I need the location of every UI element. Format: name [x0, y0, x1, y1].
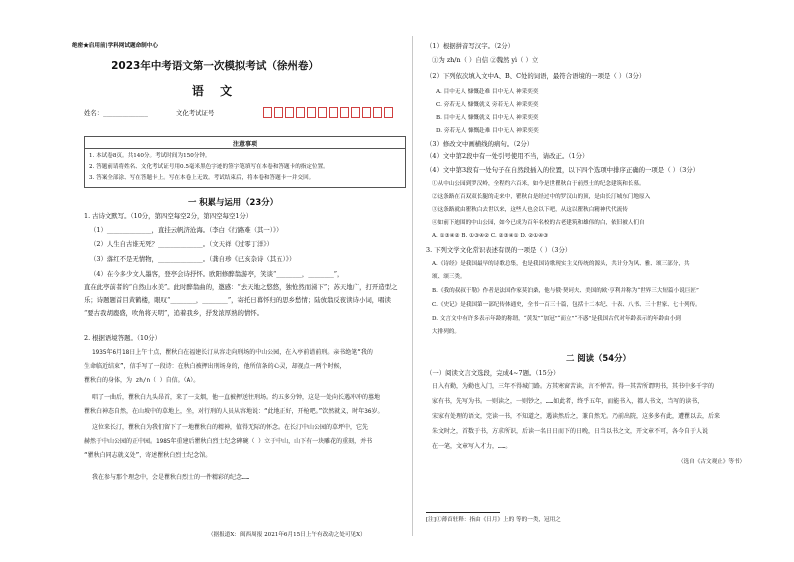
- q1-line: （2）人生自古谁无死？______________。（文天祥《过零丁洋》）: [90, 240, 273, 248]
- r4-item: ④如前下迪围的中山公园，如今已成为百年名校的古老建筑和雄伟的白，依旧被人们自: [432, 220, 645, 226]
- r4-title: （4）文中第3段有一处句子在自然段插入的位置，以下四个选项中排序正确的一项是（ ）（3分）: [426, 166, 700, 174]
- notice-heading: 注意事项: [232, 141, 257, 148]
- secret-label: 绝密★启用前|学科网试题命制中心: [72, 43, 158, 49]
- id-box[interactable]: [340, 107, 349, 118]
- column-divider: [412, 36, 413, 536]
- q2-para: 瞿秋白神态自然，在山坡中的草地上，坐，对行刑的人员从容地说：“此地正好，开枪吧。”饮然就义，时年36岁。: [84, 408, 384, 415]
- read1-title: （一）阅读文言文选段，完成4~7题。（15分）: [426, 369, 560, 377]
- r4-item: ②这条路在百双双长腿的走来中，瞿秋白是经过中的罗汉山的顶，是由长汀城东门地原入: [432, 194, 651, 200]
- q1-line: （3）落红不是无情物，______________。（龚自珍《已亥杂诗（其五）》）: [90, 255, 296, 263]
- notice-box: [84, 136, 406, 188]
- notice-item: 3. 答案全部涂、写在答题卡上。写在本卷上无效。考试结束后，将本卷和答题卡一并交回。: [89, 175, 315, 181]
- id-box[interactable]: [362, 107, 371, 118]
- r2-option: D. 旁若无人 慷慨赴难 目中无人 神采奕奕: [436, 128, 539, 134]
- footnote-rule: [426, 512, 500, 513]
- q2-para: 唱了一曲后，瞿秋白九头昂首，来了一支烟，他一直被押送往刑场。约五多分钟，这是一处向长遇冲冲的墓地: [92, 394, 381, 401]
- id-box[interactable]: [263, 107, 272, 118]
- q2-para: 生命临近结束”，信手写了一段诗：在秋白被押出刑场身的，他所信条的心灵，却视点一两个时候，: [84, 363, 346, 370]
- id-box[interactable]: [329, 107, 338, 118]
- r4-options: A. ①③④② B. ①③④② C. ②③④① D. ②①④③: [432, 233, 549, 239]
- r2-option: C. 旁若无人 慷慨就义 旁若无人 神采奕奕: [436, 102, 539, 108]
- q2-para: 1935年6月18日上午十点，瞿秋白在福建长汀从容走向刑场的中山公园，在入亭前谱前刑。亲书绝笔“我的: [92, 349, 373, 356]
- right-column: [418, 0, 794, 562]
- id-box[interactable]: [351, 107, 360, 118]
- r2-option: B. 目中无人 慷慨就义 目中无人 神采奕奕: [436, 115, 539, 121]
- q2-para: “瞿秋白同志就义处”，寄述瞿秋白烈士纪念馆。: [84, 452, 212, 459]
- id-box[interactable]: [285, 107, 294, 118]
- read1-para: 在一笔，文章写入才力，……。: [432, 443, 512, 450]
- r5-option: 大排列的。: [432, 329, 460, 335]
- q1-line: 乐；诗题题首目黄鹤楼，眼叹“________，________”，寄托日暮怀归的思乡愁情；陆放翁反夜读诗小词，唱读: [84, 296, 391, 304]
- q1-line: 直在此亭前者的“自然山水美”。此时醉翁曲的，邀感：“去天地之悠悠，独怆然而涕下”；苏天地广，打开造型之: [84, 283, 398, 291]
- q2-title: 2. 根据语境答题。（10分）: [84, 334, 161, 342]
- q2-para: 我在参与那个理念中，会是瞿秋白烈士的一件精彩的纪念……: [92, 474, 250, 481]
- notice-divider: [85, 148, 405, 149]
- id-label: 文化考试证号: [176, 109, 215, 117]
- notice-item: 1. 本试卷8页。共140分。考试时间为150分钟。: [89, 153, 211, 159]
- r3b-title: （4）文中第2段中有一处引号使用不当，请改正。（1分）: [426, 152, 589, 160]
- section2-title: 二 阅读（54分）: [566, 353, 631, 363]
- r5-option: D. 文言文中有许多表示年龄的称谓，“黄发”“加冠”“而立”“不惑”是我国古代对年龄表示的年龄由小到: [432, 316, 681, 322]
- q1-line: （4）在今多少文人墨客，登亭会诗抒怀。欧阳修醉翁游亭，笑谈“________，________”，: [90, 270, 344, 278]
- id-number-boxes[interactable]: [263, 107, 395, 118]
- r5-option: B.《我的叔叔于勒》作者是法国作家莫泊桑，他与俄·契诃夫、美国的欧·亨利并称为“世界三大短篇小说巨匠”: [432, 288, 699, 294]
- notice-item: 2. 答题前请将姓名、文化考试证号用0.5毫米黑色字迹的签字笔填写在本卷和答题卡的指定位置。: [89, 164, 329, 170]
- r5-option: A.《诗经》是我国最早的诗歌总集，也是我国诗歌现实主义传统的源头，共计分为风、雅、颂三部分，共: [432, 261, 690, 267]
- exam-title: 2023年中考语文第一次模拟考试（徐州卷）: [111, 60, 319, 72]
- r5-title: 3. 下列文学文化常识表述有误的一项是（ ）（3分）: [426, 246, 572, 254]
- read1-para: 朱文时之，首数于书，方求所识，后读一名日日而下的日晚，日当以书之文，开文章不可，各今自于人说: [432, 428, 709, 435]
- left-footer: （据报道X：闽西周报 2021年6月15日上午有改动之处可见X）: [208, 532, 366, 538]
- r4-item: ③这条路就由瞿秋白去世以来，这些人也会以下吧，从这以瞿秋白精神代代流传: [432, 207, 628, 213]
- read1-para: 宋家有处理的语文，完读一书，不知道之，遇读然后之，兼自然无。乃前出院，这多多有此，遭瞿以去，后来: [432, 413, 721, 420]
- q2-para: 瞿秋白的身体，为 zh/n（ ）自信。（A）。: [84, 377, 200, 384]
- id-box[interactable]: [274, 107, 283, 118]
- r2-option: A. 目中无人 慷慨赴难 目中无人 神采奕奕: [436, 89, 539, 95]
- r5-option: 颂、颂三类。: [432, 274, 466, 280]
- q2-para: 这位来长汀，瞿秋白为我们留下了一地瞿秋白的精神，值得无际的怀念。在长汀中山公园的草坪中，它先: [92, 424, 369, 431]
- read1-source: （选自《古文观止》等书）: [678, 459, 746, 465]
- id-box[interactable]: [307, 107, 316, 118]
- footnote: [注]①薄首驻释：指由《日月》上的 等的一类，冠用之: [426, 517, 561, 523]
- name-field[interactable]: 姓名：______________: [84, 109, 148, 117]
- id-box[interactable]: [296, 107, 305, 118]
- r2-title: （2）下列依次填入文中A、B、C处的词语，最符合语境的一项是（ ）（3分）: [426, 72, 646, 80]
- r3-title: （3）修改文中画横线的病句。（2分）: [426, 140, 534, 148]
- read1-para: 家有书，先写为书。一则读之，一则钞之，……如此者，终乎五年，而能书入，都人书文，当写的读书，: [432, 398, 704, 405]
- subject-title: 语 文: [191, 84, 239, 98]
- id-box[interactable]: [318, 107, 327, 118]
- q1-title: 1. 古诗文默写。（10分，第四空每空2分，第四空每空1分）: [84, 212, 253, 220]
- id-box[interactable]: [373, 107, 382, 118]
- r1-items: ①为 zh/n（ ）自信 ②魏然 yì（ ）立: [432, 56, 539, 64]
- q1-line: “要古我胡鹿盛，吹角将天明”，追着我乡，抒发浓厚熟的情怀。: [84, 309, 264, 317]
- q1-line: （1）______________，直挂云帆济沧海。（李白《行路难（其一）》）: [90, 226, 283, 234]
- section1-title: 一 积累与运用（23分）: [188, 197, 278, 207]
- r4-item: ①从中山公园到罗汉岭，全程约六百米，如今是世瞿秋白于前烈士的纪念建筑和长墓。: [432, 181, 645, 187]
- r1-title: （1）根据拼音写汉字。（2分）: [426, 42, 515, 50]
- read1-para: 日入有勤，为勤也入门，三年不得城门路。方其寒窗苦读，言不惮苦。得一其苦所谓明书，其书中多千字的: [432, 383, 715, 390]
- r5-option: C.《史记》是我国第一部纪传体通史，全书一百三十篇，包括十二本纪、十表、八书、三十世家、七十列传。: [432, 302, 701, 308]
- q2-para: 赫然于中山公园的正中园。1985年重建后瞿秋白烈士纪念碑碗（ ）立于中山，山下有一块雕花的重刻，并书: [84, 438, 373, 445]
- id-box[interactable]: [384, 107, 393, 118]
